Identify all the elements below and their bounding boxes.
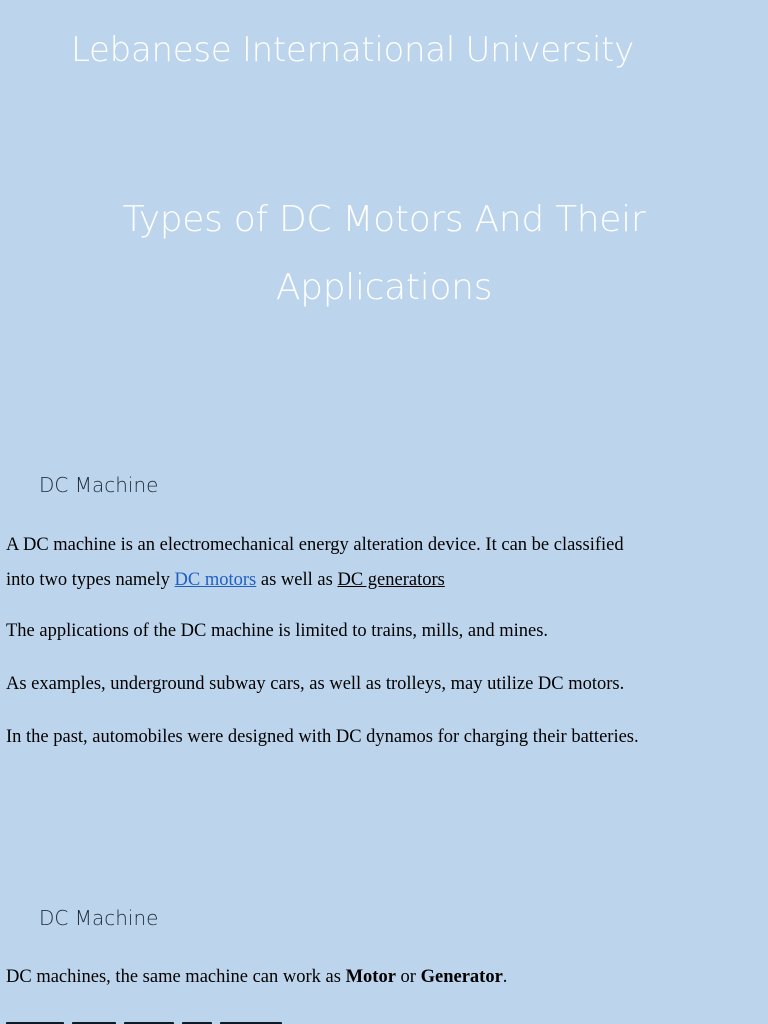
paragraph-text: DC machines, the same machine can work as [6,967,346,987]
dc-motors-link[interactable]: DC motors [174,570,257,590]
paragraph-text: into two types namely [6,570,175,590]
dc-generators-link[interactable]: DC generators [337,570,445,590]
document-title-line-1: Types of DC Motors And Their [122,199,646,240]
paragraph-definition-line-1: A DC machine is an electromechanical energy alteration device. It can be classified [6,535,624,555]
paragraph-examples: As examples, underground subway cars, as well as trolleys, may utilize DC motors. [6,674,625,694]
paragraph-text: or [395,967,421,987]
paragraph-text: as well as [256,570,338,590]
university-name: Lebanese International University [71,30,635,70]
section-heading-dc-machine: DC Machine [39,473,159,497]
document-title-line-2: Applications [275,267,493,308]
paragraph-definition-line-2 [6,563,445,598]
section-heading-dc-machine-2: DC Machine [39,906,159,930]
generator-term: Generator [420,967,503,987]
motor-term: Motor [345,967,396,987]
paragraph-history: In the past, automobiles were designed with DC dynamos for charging their batteries. [6,727,639,747]
paragraph-applications: The applications of the DC machine is limited to trains, mills, and mines. [6,621,549,641]
paragraph-text: . [502,967,508,987]
cut-off-text-line [6,1014,306,1024]
paragraph-motor-generator [6,960,507,995]
document-title [0,186,768,322]
